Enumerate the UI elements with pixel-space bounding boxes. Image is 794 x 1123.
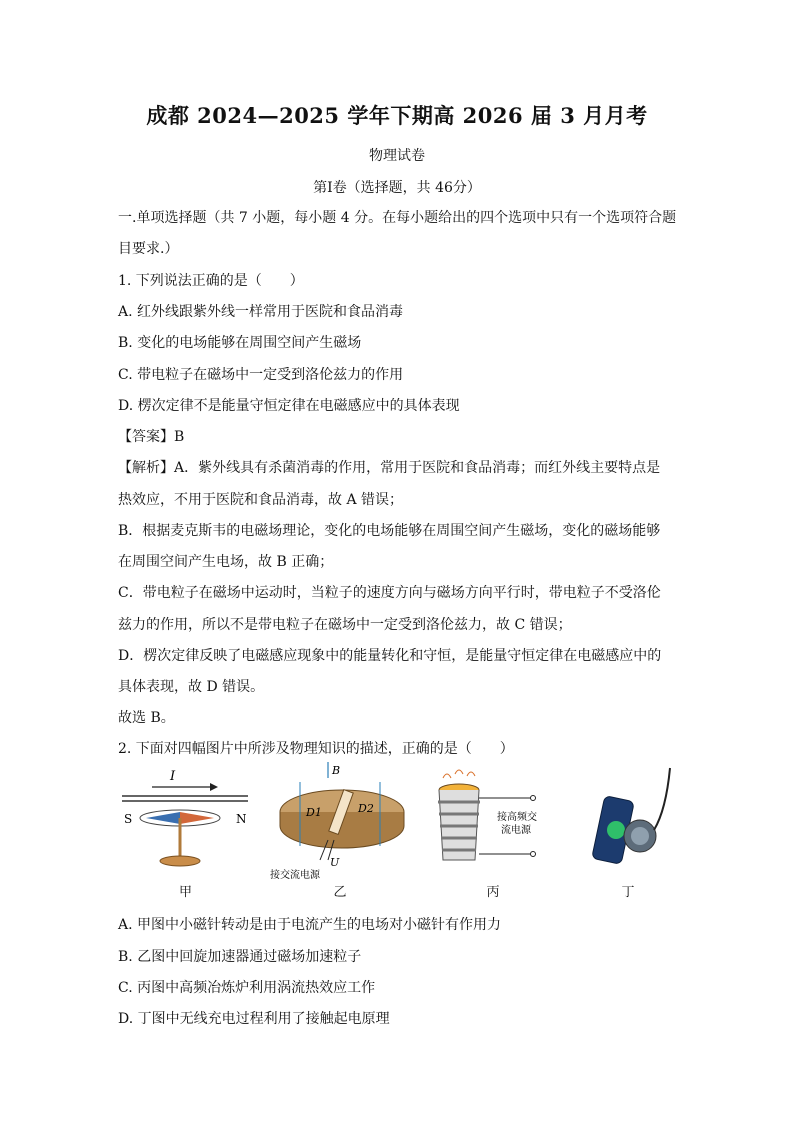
page-subtitle: 物理试卷: [369, 148, 425, 164]
south-pole-label: S: [124, 812, 133, 826]
q2-figures: [118, 760, 678, 900]
voltage-label: U: [330, 856, 340, 869]
figure-caption-ding: 丁: [621, 885, 635, 900]
field-label: B: [332, 764, 341, 777]
q2-option-d: D. 丁图中无线充电过程利用了接触起电原理: [118, 1011, 390, 1027]
q1-analysis-line: 热效应，不用于医院和食品消毒，故 A 错误；: [118, 492, 404, 508]
q1-analysis-line: 具体表现，故 D 错误。: [118, 679, 265, 695]
q1-analysis-line: 【解析】A．紫外线具有杀菌消毒的作用，常用于医院和食品消毒；而红外线主要特点是: [118, 460, 661, 476]
d2-label: D2: [358, 802, 374, 815]
q2-option-b: B. 乙图中回旋加速器通过磁场加速粒子: [118, 949, 362, 965]
north-pole-label: N: [236, 812, 247, 826]
q1-option-c: C. 带电粒子在磁场中一定受到洛伦兹力的作用: [118, 367, 404, 383]
q2-option-a: A. 甲图中小磁针转动是由于电流产生的电场对小磁针有作用力: [118, 917, 502, 933]
q1-option-a: A. 红外线跟紫外线一样常用于医院和食品消毒: [118, 304, 404, 320]
d1-label: D1: [306, 806, 322, 819]
instructions-line-1: 一.单项选择题（共 7 小题，每小题 4 分。在每小题给出的四个选项中只有一个选项符合题: [118, 210, 677, 226]
q1-option-b: B. 变化的电场能够在周围空间产生磁场: [118, 335, 362, 351]
instructions-line-2: 目要求.）: [118, 241, 179, 257]
hf-source-label-1: 接高频交: [497, 812, 537, 823]
figure-ding: [578, 760, 678, 900]
q1-stem: 1. 下列说法正确的是（ ）: [118, 273, 304, 289]
figure-jia: [118, 760, 253, 900]
q1-analysis-line: 兹力的作用，所以不是带电粒子在磁场中一定受到洛伦兹力，故 C 错误；: [118, 617, 572, 633]
figure-caption-bing: 丙: [486, 885, 500, 900]
q1-option-d: D. 楞次定律不是能量守恒定律在电磁感应中的具体表现: [118, 398, 460, 414]
q2-stem: 2. 下面对四幅图片中所涉及物理知识的描述，正确的是（ ）: [118, 741, 514, 757]
figure-bing: [423, 760, 563, 900]
figure-caption-jia: 甲: [178, 885, 192, 900]
wireless-charging-diagram: [578, 760, 678, 880]
q1-analysis-line: B．根据麦克斯韦的电磁场理论，变化的电场能够在周围空间产生磁场，变化的磁场能够: [118, 523, 661, 539]
q1-analysis-line: 故选 B。: [118, 710, 175, 726]
q1-analysis-line: 在周围空间产生电场，故 B 正确；: [118, 554, 334, 570]
induction-furnace-diagram: [423, 760, 563, 880]
ac-source-label: 接交流电源: [270, 870, 320, 880]
q1-analysis-line: D．楞次定律反映了电磁感应现象中的能量转化和守恒，是能量守恒定律在电磁感应中的: [118, 648, 662, 664]
q2-option-c: C. 丙图中高频冶炼炉利用涡流热效应工作: [118, 980, 376, 996]
hf-source-label-2: 流电源: [501, 825, 531, 836]
q1-answer: 【答案】B: [118, 429, 185, 445]
figure-yi: [270, 760, 410, 900]
current-label: I: [170, 769, 176, 784]
page-title: 成都 2024—2025 学年下期高 2026 届 3 月月考: [146, 103, 648, 128]
compass-current-diagram: [118, 760, 253, 880]
section-header: 第Ⅰ卷（选择题，共 46分）: [313, 180, 481, 196]
figure-caption-yi: 乙: [333, 885, 347, 900]
q1-analysis-line: C．带电粒子在磁场中运动时，当粒子的速度方向与磁场方向平行时，带电粒子不受洛伦: [118, 585, 661, 601]
cyclotron-diagram: [270, 760, 410, 880]
